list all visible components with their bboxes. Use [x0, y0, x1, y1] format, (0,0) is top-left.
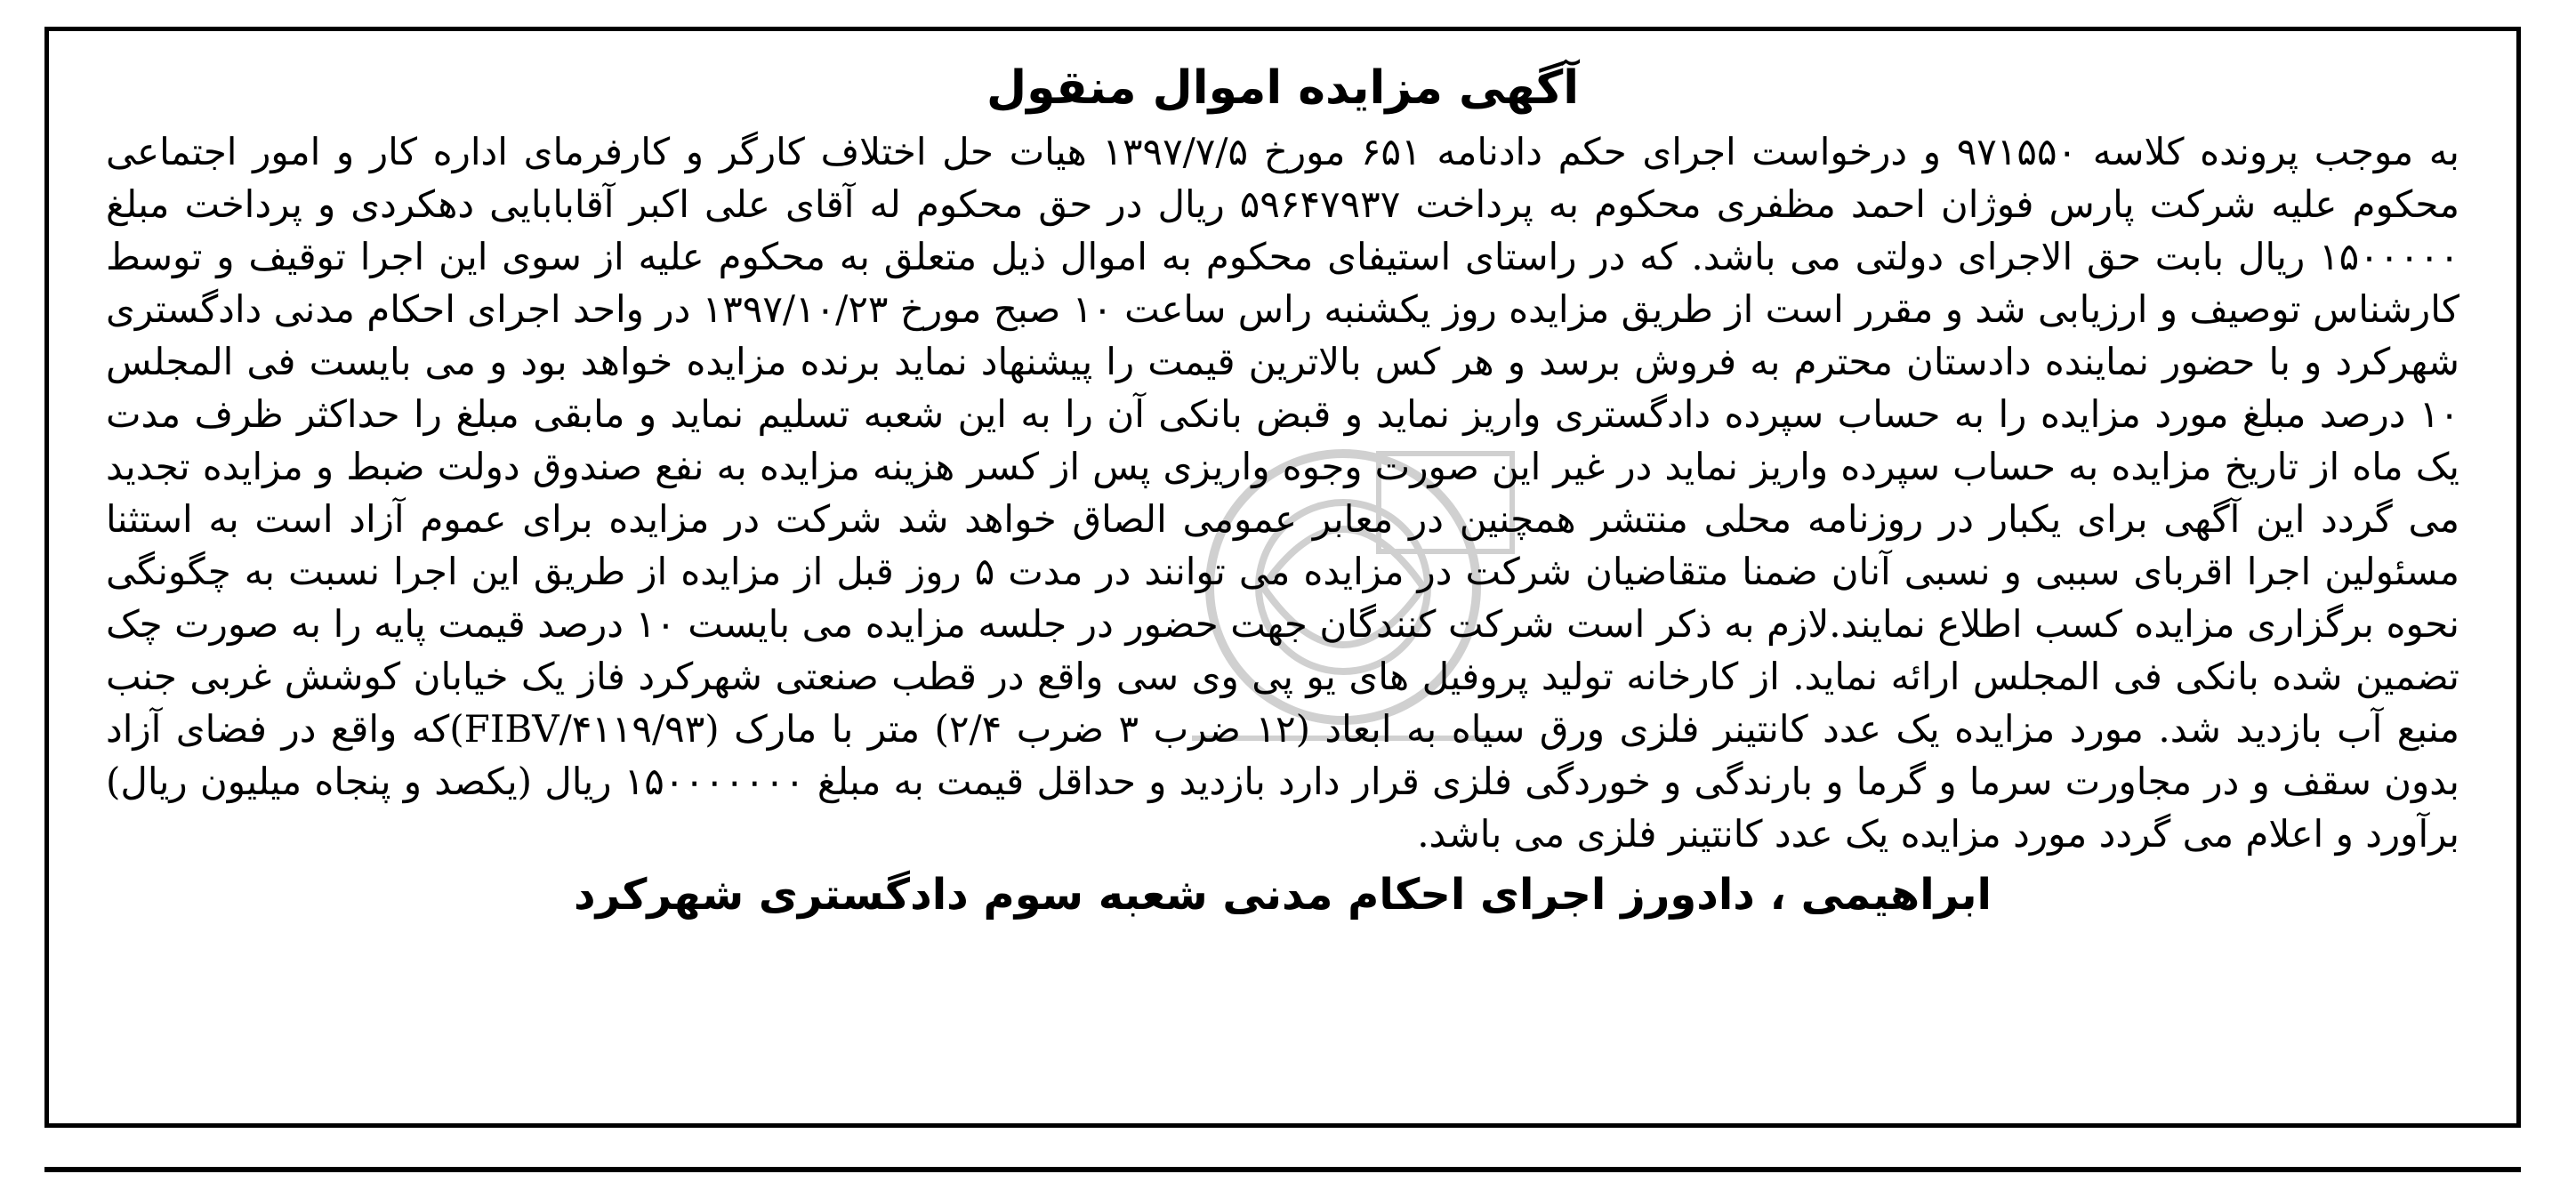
- notice-body: به موجب پرونده کلاسه ۹۷۱۵۵۰ و درخواست اجرای حکم دادنامه ۶۵۱ مورخ ۱۳۹۷/۷/۵ هیات حل اختلاف کارگر و کارفرمای اداره کار و امور اجتماعی محکوم علیه شرکت پارس فوژان احمد مظفری محکوم به پرداخت ۵۹۶۴۷۹۳۷ ریال در حق محکوم له آقای علی اکبر آقابابایی دهکردی و پرداخت مبلغ ۱۵۰۰۰۰۰ ریال بابت حق الاجرای دولتی می باشد. که در راستای استیفای محکوم به اموال ذیل متعلق به محکوم علیه از سوی این اجرا توقیف و توسط کارشناس توصیف و ارزیابی شد و مقرر است از طریق مزایده روز یکشنبه راس ساعت ۱۰ صبح مورخ ۱۳۹۷/۱۰/۲۳ در واحد اجرای احکام مدنی دادگستری شهرکرد و با حضور نماینده دادستان محترم به فروش برسد و هر کس بالاترین قیمت را پیشنهاد نماید برنده مزایده خواهد بود و می بایست فی المجلس ۱۰ درصد مبلغ مورد مزایده را به حساب سپرده دادگستری واریز نماید و قبض بانکی آن را به این شعبه تسلیم نماید و مابقی مبلغ را حداکثر ظرف مدت یک ماه از تاریخ مزایده به حساب سپرده واریز نماید در غیر این صورت وجوه واریزی پس از کسر هزینه مزایده به نفع صندوق دولت ضبط و مزایده تجدید می گردد این آگهی برای یکبار در روزنامه محلی منتشر همچنین در معابر عمومی الصاق خواهد شد شرکت در مزایده برای عموم آزاد است به استثنا مسئولین اجرا اقربای سببی و نسبی آنان ضمنا متقاضیان شرکت در مزایده می توانند در مدت ۵ روز قبل از مزایده از طریق این اجرا نسبت به چگونگی نحوه برگزاری مزایده کسب اطلاع نمایند.لازم به ذکر است شرکت کنندگان جهت حضور در جلسه مزایده می بایست ۱۰ درصد قیمت پایه را به صورت چک تضمین شده بانکی فی المجلس ارائه نماید. از کارخانه تولید پروفیل های یو پی وی سی واقع در قطب صنعتی شهرکرد فاز یک خیابان کوشش غربی جنب منبع آب بازدید شد. مورد مزایده یک عدد کانتینر فلزی ورق سیاه به ابعاد (۱۲ ضرب ۳ ضرب ۲/۴) متر با مارک (FIBV/۴۱۱۹/۹۳)که واقع در فضای آزاد بدون سقف و در مجاورت سرما و گرما و بارندگی و خوردگی فلزی قرار دارد بازدید و حداقل قیمت به مبلغ ۱۵۰۰۰۰۰۰۰ ریال (یکصد و پنجاه میلیون ریال) برآورد و اعلام می گردد مورد مزایده یک عدد کانتینر فلزی می باشد.: [106, 130, 2460, 856]
- bottom-divider: [44, 1167, 2521, 1172]
- notice-signature: ابراهیمی ، دادورز اجرای احکام مدنی شعبه سوم دادگستری شهرکرد: [574, 870, 1992, 920]
- auction-notice: [44, 27, 2521, 1128]
- notice-title: آگهی مزایده اموال منقول: [986, 61, 1580, 115]
